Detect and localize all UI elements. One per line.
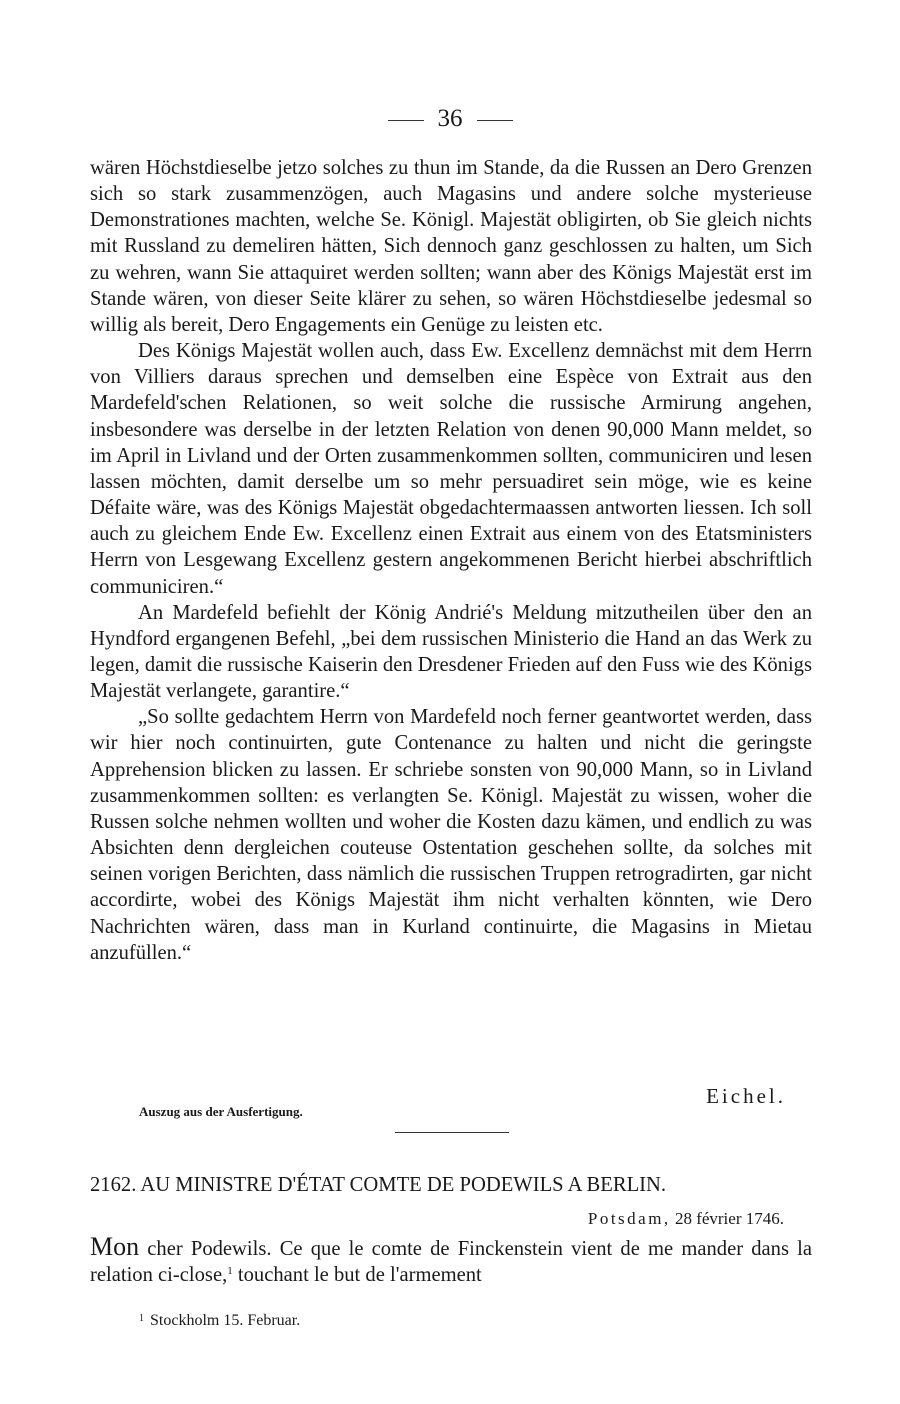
paragraph-1: wären Höchstdieselbe jetzo solches zu thun im Stande, da die Russen an Dero Grenzen sich so stark zusammenzögen, auch Magasins und andere solche mysterieuse Demonstrationes machten, welche Se. Königl. Majestät obligirten, ob Sie gleich nichts mit Russland zu demeliren hätten, Sich dennoch ganz geschlossen zu halten, um Sich zu wehren, wann Sie attaquiret werden sollten; wann aber des Königs Majestät erst im Stande wären, von dieser Seite klärer zu sehen, so wären Höchstdieselbe jedesmal so willig als bereit, Dero Engagements ein Genüge zu leisten etc. [90, 157, 812, 336]
section-divider [395, 1132, 509, 1133]
letter-text [90, 1234, 812, 1288]
footnote-reference: 1 [227, 1265, 233, 1278]
main-text [90, 155, 812, 966]
paragraph-3: An Mardefeld befiehlt der König Andrié's Meldung mitzutheilen über den an Hyndford ergangenen Befehl, „bei dem russischen Ministerio die Hand an das Werk zu legen, damit die russische Kaiserin den Dresdener Frieden auf den Fuss wie des Königs Majestät verlangete, garantire.“ [90, 601, 812, 703]
signature: Eichel. [706, 1084, 786, 1108]
page-number: 36 [437, 105, 463, 132]
letter-text-before-note: cher Podewils. Ce que le comte de Finckenstein vient de me mander dans la relation ci-close, [90, 1238, 812, 1287]
dateline-place: Potsdam, [587, 1209, 671, 1228]
footnote-text: Stockholm 15. Februar. [150, 1312, 301, 1329]
dateline [588, 1207, 784, 1231]
paragraph-2: Des Königs Majestät wollen auch, dass Ew. Excellenz demnächst mit dem Herrn von Villiers daraus sprechen und demselben eine Espèce von Extrait aus den Mardefeld'schen Relationen, so weit solche die russische Armirung angehen, insbesondere was derselbe in der letzten Relation von denen 90,000 Mann meldet, so im April in Livland und der Orten zusammenkommen sollten, communiciren und lesen lassen möchten, damit derselbe um so mehr persuadiret sein möge, wie es keine Défaite wäre, was des Königs Majestät obgedachtermaassen antworten liessen. Ich soll auch zu gleichem Ende Ew. Excellenz einen Extrait aus einem von des Etatsministers Herrn von Lesgewang Excellenz gestern angekommenen Bericht hierbei abschriftlich communiciren.“ [90, 340, 812, 598]
paragraph-4: „So sollte gedachtem Herrn von Mardefeld noch ferner geantwortet werden, dass wir hier noch continuirten, gute Contenance zu halten und nicht die geringste Apprehension blicken zu lassen. Er schriebe sonsten von 90,000 Mann, so in Livland zusammenkommen sollten: es verlangten Se. Königl. Majestät zu wissen, woher die Russen solche nehmen wollten und woher die Kosten dazu kämen, und endlich zu was Absichten denn dergleichen couteuse Ostentation geschehen sollte, da solches mit seinen vorigen Berichten, dass nämlich die russischen Truppen retrogradirten, gar nicht accordirte, wobei des Königs Majestät ihm nicht verhalten könnten, wie Dero Nachrichten wären, dass man in Kurland continuirte, die Magasins in Mietau anzufüllen.“ [90, 706, 812, 964]
header-dash-left [388, 120, 424, 121]
document-title: AU MINISTRE D'ÉTAT COMTE DE PODEWILS A BERLIN. [140, 1174, 667, 1196]
page-header [0, 104, 900, 134]
footnote-marker: 1 [139, 1313, 144, 1324]
header-dash-right [477, 120, 513, 121]
document-number: 2162. [90, 1174, 137, 1196]
source-note: Auszug aus der Ausfertigung. [139, 1104, 303, 1119]
salutation-word: Mon [90, 1232, 140, 1261]
letter-paragraph [90, 1234, 812, 1288]
document-heading [90, 1172, 812, 1198]
dateline-date: 28 février 1746. [674, 1209, 784, 1228]
footnote [139, 1310, 300, 1332]
letter-text-after-note: touchant le but de l'armement [237, 1264, 482, 1287]
